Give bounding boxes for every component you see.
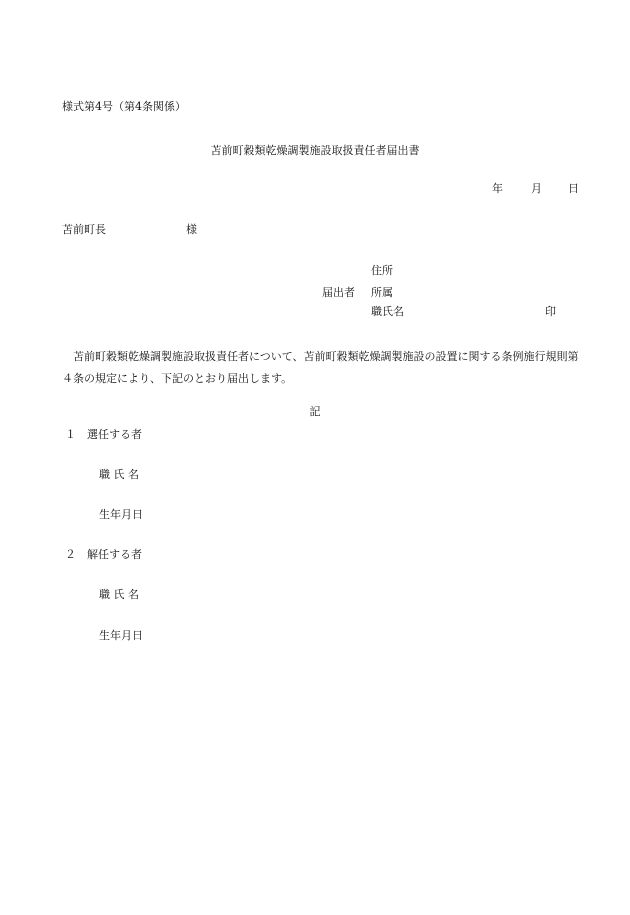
date-year-label: 年	[492, 182, 503, 195]
honorific: 様	[186, 223, 197, 236]
item-dismissed-dob-label: 生年月日	[99, 629, 143, 642]
item-dismissed-name-label: 職 氏 名	[99, 588, 139, 601]
body-paragraph: 苫前町穀類乾燥調製施設取扱責任者について、苫前町穀類乾燥調製施設の設置に関する条例施行規則第４条の規定により、下記のとおり届出します。	[62, 350, 579, 385]
item-appointed-name-label: 職 氏 名	[99, 468, 139, 481]
item-appointed-heading: １ 選任する者	[65, 428, 142, 441]
applicant-name-label: 職氏名	[371, 305, 404, 318]
ki-heading: 記	[309, 405, 321, 418]
date-day-label: 日	[568, 182, 579, 195]
address-label: 住所	[371, 264, 393, 277]
form-number: 様式第4号（第4条関係）	[62, 100, 186, 113]
item-appointed-dob-label: 生年月日	[99, 508, 143, 521]
date-month-label: 月	[531, 182, 542, 195]
addressee: 苫前町長	[62, 223, 106, 236]
item-dismissed-heading: ２ 解任する者	[65, 548, 142, 561]
applicant-label: 届出者	[322, 286, 355, 299]
document-title: 苫前町穀類乾燥調製施設取扱責任者届出書	[210, 144, 420, 157]
affiliation-label: 所属	[371, 286, 393, 299]
seal-label: 印	[545, 305, 556, 318]
